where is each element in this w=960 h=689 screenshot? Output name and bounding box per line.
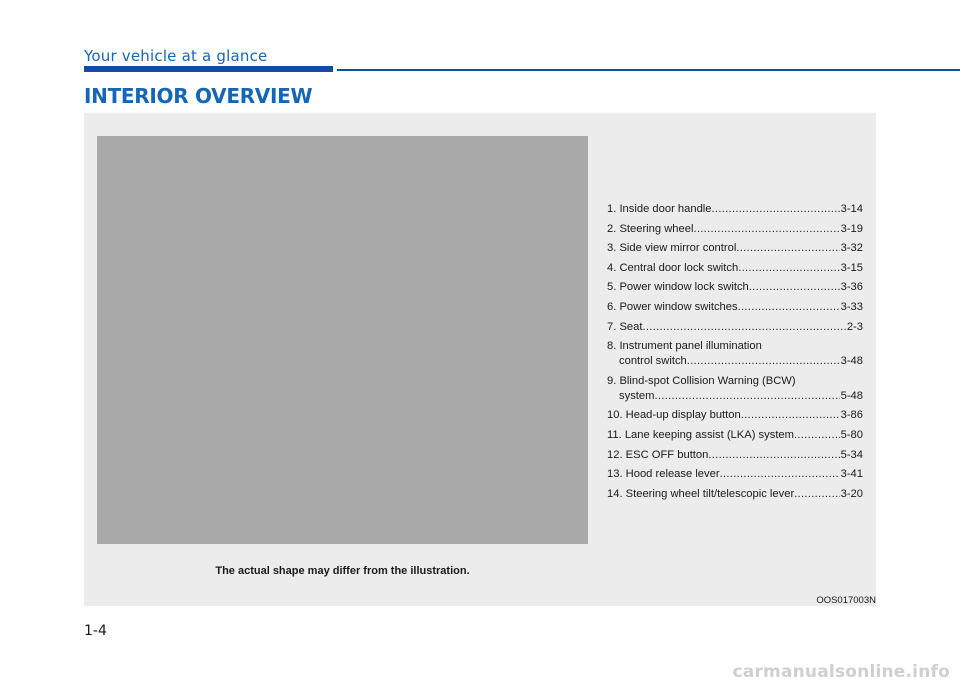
- legend-item-label: 2. Steering wheel: [607, 222, 694, 235]
- legend-item-page: 5-34: [840, 448, 863, 461]
- legend-item-page: 3-20: [840, 487, 863, 500]
- legend-item-label: 12. ESC OFF button: [607, 448, 709, 461]
- legend-item: [607, 241, 863, 256]
- interior-illustration: [97, 136, 588, 544]
- legend-item-page: 2-3: [846, 320, 863, 333]
- legend-item-label: 6. Power window switches: [607, 300, 738, 313]
- legend-item-label-cont: system: [619, 389, 655, 402]
- legend-item: [607, 202, 863, 217]
- legend-item: [607, 261, 863, 276]
- legend-item-label: 7. Seat: [607, 320, 643, 333]
- legend-item: [607, 374, 863, 404]
- legend-item-page: 3-14: [840, 203, 863, 215]
- image-code: OOS017003N: [816, 595, 876, 606]
- page-number: 1-4: [84, 623, 107, 639]
- legend-item-page: 3-86: [840, 409, 863, 422]
- watermark-link[interactable]: carmanualsonline.info: [732, 662, 950, 682]
- legend-item-label: 3. Side view mirror control: [607, 242, 737, 255]
- legend-item-page: 5-48: [840, 389, 863, 402]
- legend-item-page: 3-36: [840, 281, 863, 294]
- illustration-caption: The actual shape may differ from the illustration.: [215, 565, 470, 577]
- legend-item-label: 10. Head-up display button: [607, 409, 741, 422]
- section-header: Your vehicle at a glance: [84, 47, 268, 65]
- legend-item: [607, 222, 863, 237]
- legend-item-label: 1. Inside door handle: [607, 203, 712, 215]
- legend-item-label-cont: control switch: [619, 355, 687, 368]
- legend-item-page: 3-41: [840, 468, 863, 481]
- legend-item-page: 3-48: [840, 355, 863, 368]
- header-rule-thick: [84, 66, 333, 72]
- legend-item-label: 4. Central door lock switch: [607, 261, 739, 274]
- legend-item-label: 5. Power window lock switch: [607, 281, 749, 294]
- legend-item-page: 5-80: [840, 428, 863, 441]
- legend-item: [607, 320, 863, 335]
- page-title: INTERIOR OVERVIEW: [84, 84, 313, 108]
- legend-item-page: 3-33: [840, 300, 863, 313]
- legend-item: [607, 408, 863, 423]
- legend-item: [607, 280, 863, 295]
- legend-item: [607, 487, 863, 502]
- legend-item-label: 9. Blind-spot Collision Warning (BCW): [607, 374, 796, 387]
- legend-list: [607, 202, 863, 506]
- legend-item-label: 13. Hood release lever: [607, 468, 720, 481]
- legend-item-label: 14. Steering wheel tilt/telescopic lever: [607, 487, 795, 500]
- legend-item: [607, 339, 863, 369]
- legend-item-page: 3-19: [840, 222, 863, 235]
- legend-item-page: 3-32: [840, 242, 863, 255]
- legend-item-label: 8. Instrument panel illumination: [607, 340, 762, 353]
- legend-item: [607, 428, 863, 443]
- legend-item-label: 11. Lane keeping assist (LKA) system: [607, 428, 794, 441]
- legend-item: [607, 300, 863, 315]
- legend-item: [607, 448, 863, 463]
- header-rule-thin: [337, 69, 960, 71]
- legend-item: [607, 467, 863, 482]
- legend-item-page: 3-15: [840, 261, 863, 274]
